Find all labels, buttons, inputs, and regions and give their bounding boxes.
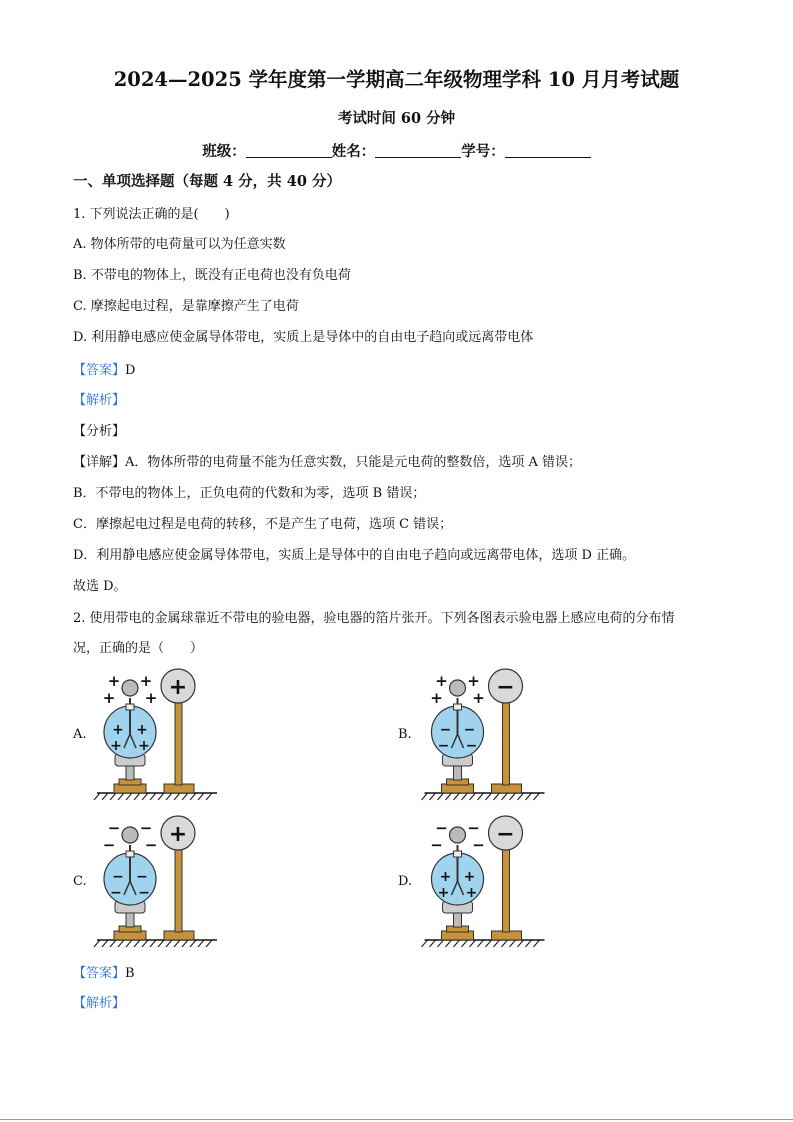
electroscope-figure-c [92, 815, 222, 950]
ground-hatch [526, 940, 532, 947]
ground-hatch [502, 793, 508, 800]
leaf-charge-sign: + [439, 869, 452, 885]
q2-stem-line2: 况，正确的是（ ） [73, 641, 204, 656]
electroscope-figure-d [417, 815, 552, 950]
knob-charge-sign: + [435, 672, 448, 690]
q1-fenxi: 【分析】 [73, 424, 126, 439]
ground-hatch [198, 940, 204, 947]
leaf-charge-sign: + [463, 869, 476, 885]
ground-hatch [486, 793, 492, 800]
q1-option-d: D. 利用静电感应使金属导体带电，实质上是导体中的自由电子趋向或远离带电体 [73, 330, 534, 345]
knob-charge-sign: + [102, 689, 116, 707]
leaf-charge-sign: − [463, 722, 476, 738]
q1-stem: 1. 下列说法正确的是( ) [73, 207, 230, 222]
q1-option-b: B. 不带电的物体上，既没有正电荷也没有负电荷 [73, 268, 351, 283]
knob-charge-sign: − [144, 836, 158, 854]
ground-hatch [206, 793, 212, 800]
detail-tag: 【详解】 [73, 455, 126, 470]
name-label: 姓名： [331, 143, 376, 160]
student-info-line [0, 140, 793, 161]
ground-hatch [142, 793, 148, 800]
knob-charge-sign: − [435, 819, 448, 837]
knob-charge-sign: − [467, 819, 480, 837]
knob-charge-sign: − [102, 836, 116, 854]
ground-hatch [502, 940, 508, 947]
q2-answer-value: B [125, 966, 135, 981]
q1-answer [73, 359, 135, 378]
ground-hatch [190, 793, 196, 800]
leaf-charge-sign: + [465, 885, 478, 901]
knob-charge-sign: + [144, 689, 158, 707]
class-blank [246, 143, 332, 158]
ground-hatch [94, 793, 100, 800]
q2-stem-line1: 2. 使用带电的金属球靠近不带电的验电器，验电器的箔片张开。下列各图表示验电器上感应电荷的分布情 [73, 611, 675, 626]
ground-hatch [430, 793, 436, 800]
electroscope-stopper [126, 704, 134, 710]
ground-hatch [126, 793, 132, 800]
ground-hatch [470, 940, 476, 947]
knob-charge-sign: + [430, 689, 443, 707]
stand-pole [175, 702, 182, 785]
answer-tag: 【答案】 [73, 363, 126, 378]
knob-charge-sign: + [107, 672, 121, 690]
ground-hatch [478, 793, 484, 800]
ground-hatch [478, 940, 484, 947]
ground-hatch [438, 793, 444, 800]
fig-label-a: A. [73, 727, 87, 742]
q1-option-c: C. 摩擦起电过程，是靠摩擦产生了电荷 [73, 299, 299, 314]
ground-hatch [438, 940, 444, 947]
leaf-charge-sign: + [136, 722, 148, 738]
ground-hatch [134, 793, 140, 800]
ground-hatch [174, 940, 180, 947]
ground-hatch [134, 940, 140, 947]
ground-hatch [158, 940, 164, 947]
ground-hatch [118, 940, 124, 947]
q1-conclusion: 故选 D。 [73, 579, 127, 594]
page-bottom-rule [0, 1119, 793, 1120]
ground-hatch [446, 940, 452, 947]
ground-hatch [150, 940, 156, 947]
leaf-charge-sign: − [138, 885, 150, 901]
q2-answer [73, 962, 135, 981]
ground-hatch [142, 940, 148, 947]
ground-hatch [454, 940, 460, 947]
id-blank [505, 143, 591, 158]
ground-hatch [94, 940, 100, 947]
ground-hatch [510, 793, 516, 800]
ground-hatch [454, 793, 460, 800]
sphere-charge-sign: − [496, 822, 515, 847]
ground-hatch [118, 793, 124, 800]
electroscope-stopper [454, 704, 462, 710]
leaf-charge-sign: − [439, 722, 452, 738]
leaf-charge-sign: − [136, 869, 148, 885]
ground-hatch [430, 940, 436, 947]
leaf-charge-sign: − [112, 869, 124, 885]
ground-hatch [102, 793, 108, 800]
knob-charge-sign: − [430, 836, 443, 854]
electroscope-stopper [126, 851, 134, 857]
electroscope-figure-b [417, 668, 552, 803]
ground-hatch [158, 793, 164, 800]
class-label: 班级： [202, 143, 246, 160]
ground-hatch [422, 793, 428, 800]
ground-hatch [518, 793, 524, 800]
electroscope-stopper [454, 851, 462, 857]
ground-hatch [182, 940, 188, 947]
id-label: 学号： [461, 143, 505, 160]
ground-hatch [518, 940, 524, 947]
ground-hatch [534, 793, 540, 800]
electroscope-knob [450, 827, 466, 843]
stand-pole [175, 849, 182, 932]
ground-hatch [166, 793, 172, 800]
ground-hatch [446, 793, 452, 800]
q1-analysis-tag: 【解析】 [73, 393, 126, 408]
ground-hatch [462, 793, 468, 800]
ground-hatch [110, 940, 116, 947]
q1-detail-d: D．利用静电感应使金属导体带电，实质上是导体中的自由电子趋向或远离带电体，选项 D 正确。 [73, 548, 636, 563]
section-heading: 一、单项选择题（每题 4 分，共 40 分） [73, 173, 341, 190]
sphere-charge-sign: + [168, 675, 188, 700]
ground-hatch [462, 940, 468, 947]
ground-hatch [510, 940, 516, 947]
knob-charge-sign: − [107, 819, 121, 837]
ground-hatch [190, 940, 196, 947]
knob-charge-sign: + [472, 689, 485, 707]
leaf-charge-sign: − [465, 738, 478, 754]
fig-label-c: C. [73, 874, 87, 889]
exam-time: 考试时间 60 分钟 [337, 110, 456, 127]
ground-hatch [174, 793, 180, 800]
ground-hatch [150, 793, 156, 800]
q1-detail-c: C．摩擦起电过程是电荷的转移，不是产生了电荷，选项 C 错误； [73, 517, 453, 532]
ground-hatch [486, 940, 492, 947]
ground-hatch [494, 793, 500, 800]
ground-hatch [182, 793, 188, 800]
leaf-charge-sign: + [138, 738, 150, 754]
q2-analysis-tag: 【解析】 [73, 996, 126, 1011]
knob-charge-sign: + [467, 672, 480, 690]
knob-charge-sign: − [472, 836, 485, 854]
q1-detail-a: 【详解】A．物体所带的电荷量不能为任意实数，只能是元电荷的整数倍，选项 A 错误； [73, 455, 582, 470]
leaf-charge-sign: + [110, 738, 122, 754]
answer-tag: 【答案】 [73, 966, 126, 981]
ground-hatch [494, 940, 500, 947]
q1-answer-value: D [125, 363, 136, 378]
ground-hatch [198, 793, 204, 800]
q1-option-a: A. 物体所带的电荷量可以为任意实数 [73, 237, 286, 252]
electroscope-knob [122, 827, 138, 843]
ground-hatch [110, 793, 116, 800]
ground-hatch [470, 793, 476, 800]
sphere-charge-sign: + [168, 822, 188, 847]
knob-charge-sign: − [139, 819, 153, 837]
ground-hatch [534, 940, 540, 947]
ground-hatch [166, 940, 172, 947]
stand-pole [503, 702, 510, 785]
ground-hatch [206, 940, 212, 947]
fig-label-b: B. [398, 727, 412, 742]
electroscope-knob [450, 680, 466, 696]
sphere-charge-sign: − [496, 675, 515, 700]
leaf-charge-sign: + [112, 722, 124, 738]
knob-charge-sign: + [139, 672, 153, 690]
electroscope-knob [122, 680, 138, 696]
ground-hatch [126, 940, 132, 947]
q1-detail-b: B．不带电的物体上，正负电荷的代数和为零，选项 B 错误； [73, 486, 426, 501]
ground-hatch [526, 793, 532, 800]
ground-hatch [422, 940, 428, 947]
page-title: 2024—2025 学年度第一学期高二年级物理学科 10 月月考试题 [113, 68, 680, 91]
leaf-charge-sign: + [437, 885, 450, 901]
electroscope-figure-a [92, 668, 222, 803]
ground-hatch [102, 940, 108, 947]
stand-pole [503, 849, 510, 932]
leaf-charge-sign: − [437, 738, 450, 754]
name-blank [375, 143, 461, 158]
fig-label-d: D. [398, 874, 413, 889]
leaf-charge-sign: − [110, 885, 122, 901]
